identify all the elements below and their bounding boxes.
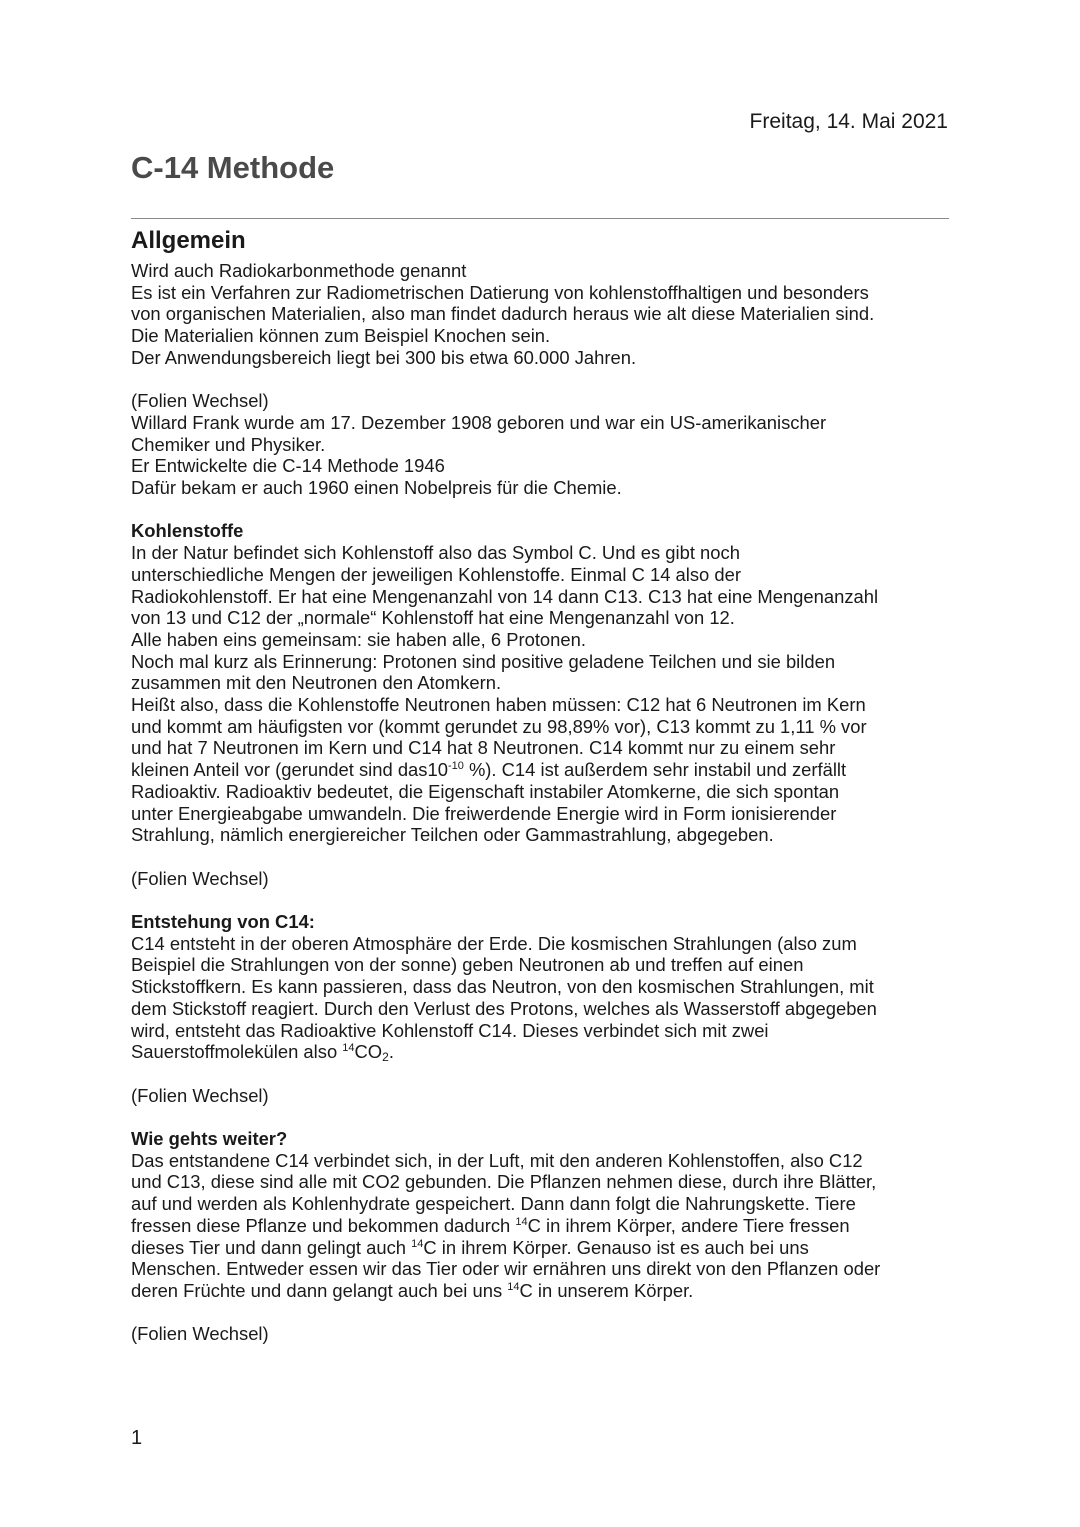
text-fragment: C in ihrem Körper, andere Tiere fressen [527, 1214, 850, 1236]
paragraph-gap [131, 846, 961, 868]
text-line: von organischen Materialien, also man findet dadurch heraus wie alt diese Materialien sind. [131, 303, 875, 325]
text-line: auf und werden als Kohlenhydrate gespeichert. Dann dann folgt die Nahrungskette. Tiere [131, 1193, 856, 1215]
text-fragment: CO [354, 1041, 383, 1063]
text-line: Radioaktiv. Radioaktiv bedeutet, die Eigenschaft instabiler Atomkerne, die sich spontan [131, 780, 840, 802]
text-line: Heißt also, dass die Kohlenstoffe Neutronen haben müssen: C12 hat 6 Neutronen im Kern [131, 694, 866, 716]
text-fragment: fressen diese Pflanze und bekommen dadurch [131, 1214, 516, 1236]
superscript-isotope: 14 [515, 1215, 528, 1228]
text-line: In der Natur befindet sich Kohlenstoff also das Symbol C. Und es gibt noch [131, 542, 740, 564]
slide-transition-note: (Folien Wechsel) [131, 867, 269, 889]
text-line: Beispiel die Strahlungen von der sonne) geben Neutronen ab und treffen auf einen [131, 954, 804, 976]
paragraph-willard-frank [131, 390, 961, 499]
superscript-isotope: 14 [411, 1237, 424, 1250]
document-body [131, 226, 961, 1345]
paragraph-allgemein [131, 260, 961, 369]
subheading-entstehung: Entstehung von C14: [131, 911, 315, 933]
section-wie-gehts-weiter [131, 1128, 961, 1302]
text-line: Das entstandene C14 verbindet sich, in der Luft, mit den anderen Kohlenstoffen, also C12 [131, 1149, 863, 1171]
text-line: dem Stickstoff reagiert. Durch den Verlust des Protons, welches als Wasserstoff abgegeben [131, 997, 877, 1019]
text-line [131, 1041, 961, 1063]
text-line: Stickstoffkern. Es kann passieren, dass das Neutron, von den kosmischen Strahlungen, mit [131, 976, 874, 998]
text-line: Radiokohlenstoff. Er hat eine Mengenanzahl von 14 dann C13. C13 hat eine Mengenanzahl [131, 585, 879, 607]
text-line: C14 entsteht in der oberen Atmosphäre der Erde. Die kosmischen Strahlungen (also zum [131, 932, 857, 954]
text-fragment: C in unserem Körper. [519, 1279, 694, 1301]
superscript-isotope: 14 [342, 1042, 355, 1055]
text-line: Alle haben eins gemeinsam: sie haben alle, 6 Protonen. [131, 628, 586, 650]
subscript-molecule: 2 [382, 1050, 389, 1065]
superscript-exponent: -10 [447, 760, 464, 773]
paragraph-gap [131, 1106, 961, 1128]
text-line: Willard Frank wurde am 17. Dezember 1908 geboren und war ein US-amerikanischer [131, 411, 827, 433]
text-line: von 13 und C12 der „normale“ Kohlenstoff hat eine Mengenanzahl von 12. [131, 607, 735, 629]
section-heading-allgemein: Allgemein [131, 227, 246, 254]
text-line: unter Energieabgabe umwandeln. Die freiwerdende Energie wird in Form ionisierender [131, 802, 837, 824]
text-fragment: . [388, 1041, 394, 1063]
text-line: Dafür bekam er auch 1960 einen Nobelpreis für die Chemie. [131, 477, 622, 499]
section-kohlenstoffe [131, 520, 961, 846]
text-line: Chemiker und Physiker. [131, 433, 326, 455]
text-line [131, 759, 961, 781]
paragraph-gap [131, 889, 961, 911]
text-line [131, 1215, 961, 1237]
text-line: unterschiedliche Mengen der jeweiligen Kohlenstoffe. Einmal C 14 also der [131, 563, 741, 585]
text-line: und kommt am häufigsten vor (kommt gerundet zu 98,89% vor), C13 kommt zu 1,11 % vor [131, 715, 867, 737]
text-fragment: Sauerstoffmolekülen also [131, 1041, 343, 1063]
title-divider [131, 218, 949, 219]
text-line: Strahlung, nämlich energiereicher Teilchen oder Gammastrahlung, abgegeben. [131, 824, 774, 846]
section-entstehung [131, 911, 961, 1063]
page-number: 1 [131, 1427, 143, 1449]
text-fragment: dieses Tier und dann gelingt auch [131, 1236, 412, 1258]
subheading-kohlenstoffe: Kohlenstoffe [131, 520, 244, 542]
paragraph-gap [131, 369, 961, 391]
subheading-wie-gehts-weiter: Wie gehts weiter? [131, 1128, 288, 1150]
text-line: Wird auch Radiokarbonmethode genannt [131, 260, 467, 281]
paragraph-gap [131, 1063, 961, 1085]
text-line: Es ist ein Verfahren zur Radiometrischen Datierung von kohlenstoffhaltigen und besonders [131, 281, 869, 303]
text-fragment: %). C14 ist außerdem sehr instabil und zerfällt [463, 759, 847, 781]
text-line: Der Anwendungsbereich liegt bei 300 bis etwa 60.000 Jahren. [131, 346, 637, 368]
paragraph-gap [131, 1302, 961, 1324]
document-date: Freitag, 14. Mai 2021 [749, 110, 948, 133]
paragraph-gap [131, 499, 961, 521]
text-line: zusammen mit den Neutronen den Atomkern. [131, 672, 502, 694]
text-line [131, 1280, 961, 1302]
superscript-isotope: 14 [507, 1280, 520, 1293]
text-line: und C13, diese sind alle mit CO2 gebunden. Die Pflanzen nehmen diese, durch ihre Blätter, [131, 1171, 877, 1193]
slide-transition-note: (Folien Wechsel) [131, 1323, 269, 1345]
document-title: C-14 Methode [131, 150, 335, 185]
text-fragment: C in ihrem Körper. Genauso ist es auch bei uns [423, 1236, 809, 1258]
text-fragment: deren Früchte und dann gelangt auch bei uns [131, 1279, 508, 1301]
text-line: und hat 7 Neutronen im Kern und C14 hat 8 Neutronen. C14 kommt nur zu einem sehr [131, 737, 836, 759]
text-line: Er Entwickelte die C-14 Methode 1946 [131, 455, 445, 477]
text-line: Noch mal kurz als Erinnerung: Protonen sind positive geladene Teilchen und sie bilden [131, 650, 836, 672]
text-fragment: kleinen Anteil vor (gerundet sind das10 [131, 759, 448, 781]
text-line: wird, entsteht das Radioaktive Kohlenstoff C14. Dieses verbindet sich mit zwei [131, 1019, 769, 1041]
text-line: Die Materialien können zum Beispiel Knochen sein. [131, 325, 551, 347]
slide-transition-note: (Folien Wechsel) [131, 390, 269, 412]
text-line: Menschen. Entweder essen wir das Tier oder wir ernähren uns direkt von den Pflanzen oder [131, 1258, 881, 1280]
slide-transition-note: (Folien Wechsel) [131, 1084, 269, 1106]
text-line [131, 1237, 961, 1259]
